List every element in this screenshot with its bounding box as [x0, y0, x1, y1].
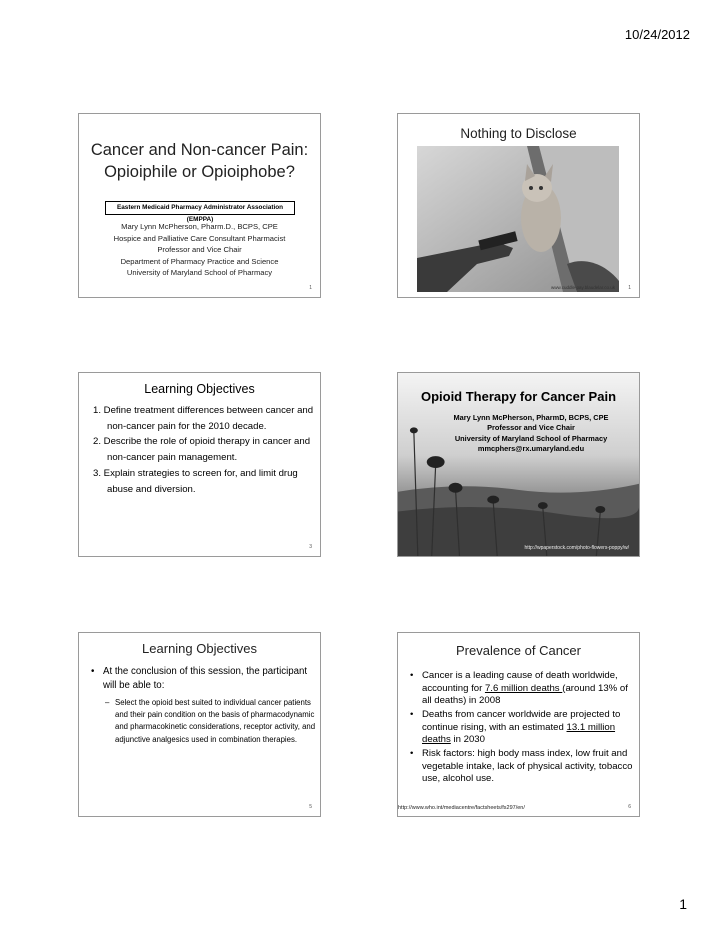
list-item: 3. Explain strategies to screen for, and limit drug abuse and diversion.: [93, 467, 298, 495]
sub-bullet-text: Select the opioid best suited to individual cancer patients and their pain condition on the basis of pharmacodynamic and pharmacokinetic considerations, receptor activity, and adjunctive analgesics used in combination therapies.: [115, 698, 316, 744]
list-item: [105, 697, 321, 746]
photo-credit: www.cuddle-pay.blaudelar.co.uk: [551, 285, 615, 290]
presenter-email: mmcphers@rx.umaryland.edu: [477, 444, 585, 454]
title-line-1: Cancer and Non-cancer Pain:: [90, 141, 309, 159]
bullet-icon: •: [410, 709, 414, 720]
slide-prevalence: [397, 632, 640, 817]
presenter-department: Department of Pharmacy Practice and Science: [120, 256, 279, 266]
slide-disclosure: [397, 113, 640, 298]
slide-heading: Opioid Therapy for Cancer Pain: [420, 389, 617, 404]
slide-heading: Learning Objectives: [144, 382, 255, 396]
bullet-icon: •: [410, 670, 414, 681]
slide-learning-objectives: [78, 372, 321, 557]
presenter-title: Professor and Vice Chair: [487, 423, 575, 433]
prevalence-list: [410, 670, 636, 787]
slide-title: [78, 113, 321, 298]
list-item: 2. Describe the role of opioid therapy in cancer and non-cancer pain management.: [93, 436, 311, 464]
list-item: • Cancer is a leading cause of death worldwide, accounting for 7.6 million deaths (around 13% of all deaths) in 2008: [410, 670, 628, 706]
slide-heading: Prevalence of Cancer: [455, 643, 581, 658]
slide-opioid-therapy: [397, 372, 640, 557]
bullet-icon: •: [410, 748, 414, 759]
presenter-name: Mary Lynn McPherson, Pharm.D., BCPS, CPE: [121, 222, 278, 231]
presenter-info: [441, 413, 621, 455]
slide-number: 1: [309, 285, 312, 291]
title-line-2: Opioiphile or Opioiphobe?: [104, 163, 295, 181]
bullet-icon: •: [91, 666, 95, 677]
slide-title-heading: [79, 139, 320, 183]
list-item: • Risk factors: high body mass index, low fruit and vegetable intake, lack of physical activity, tobacco use, alcohol use.: [410, 748, 633, 784]
slide-number: 6: [628, 804, 631, 810]
list-item: [91, 665, 321, 692]
bullet-text: At the conclusion of this session, the participant will be able to:: [103, 666, 308, 691]
slide-number: 3: [309, 544, 312, 550]
source-link: http://www.who.int/mediacentre/factsheets/fs297/en/: [398, 805, 525, 811]
presenter-name: Mary Lynn McPherson, PharmD, BCPS, CPE: [453, 413, 609, 422]
slide-learning-objectives-2: [78, 632, 321, 817]
slide-heading: Learning Objectives: [142, 641, 257, 656]
slide-heading: Nothing to Disclose: [460, 126, 577, 141]
presenter-university: University of Maryland School of Pharmacy: [126, 268, 273, 277]
kitten-gun-photo: [417, 146, 619, 292]
page-number: 1: [679, 896, 687, 912]
presenter-role: Hospice and Palliative Care Consultant Pharmacist: [113, 233, 286, 243]
organization-box: Eastern Medicaid Pharmacy Administrator Association (EMPPA): [105, 201, 295, 215]
dash-icon: –: [105, 698, 110, 707]
slide-number: 5: [309, 804, 312, 810]
presenter-info: [79, 221, 320, 279]
handout-date: 10/24/2012: [624, 27, 690, 42]
list-item: 1. Define treatment differences between cancer and non-cancer pain for the 2010 decade.: [93, 405, 314, 432]
photo-url: http://wpaperstock.com/photo-flowers-poppy/w/: [524, 545, 629, 551]
list-item: • Deaths from cancer worldwide are projected to continue rising, with an estimated 13.1 million deaths in 2030: [410, 709, 621, 745]
presenter-title: Professor and Vice Chair: [157, 245, 242, 254]
presenter-university: University of Maryland School of Pharmacy: [454, 433, 608, 443]
slide-number: 1: [628, 285, 631, 291]
objectives-list: [93, 403, 315, 497]
